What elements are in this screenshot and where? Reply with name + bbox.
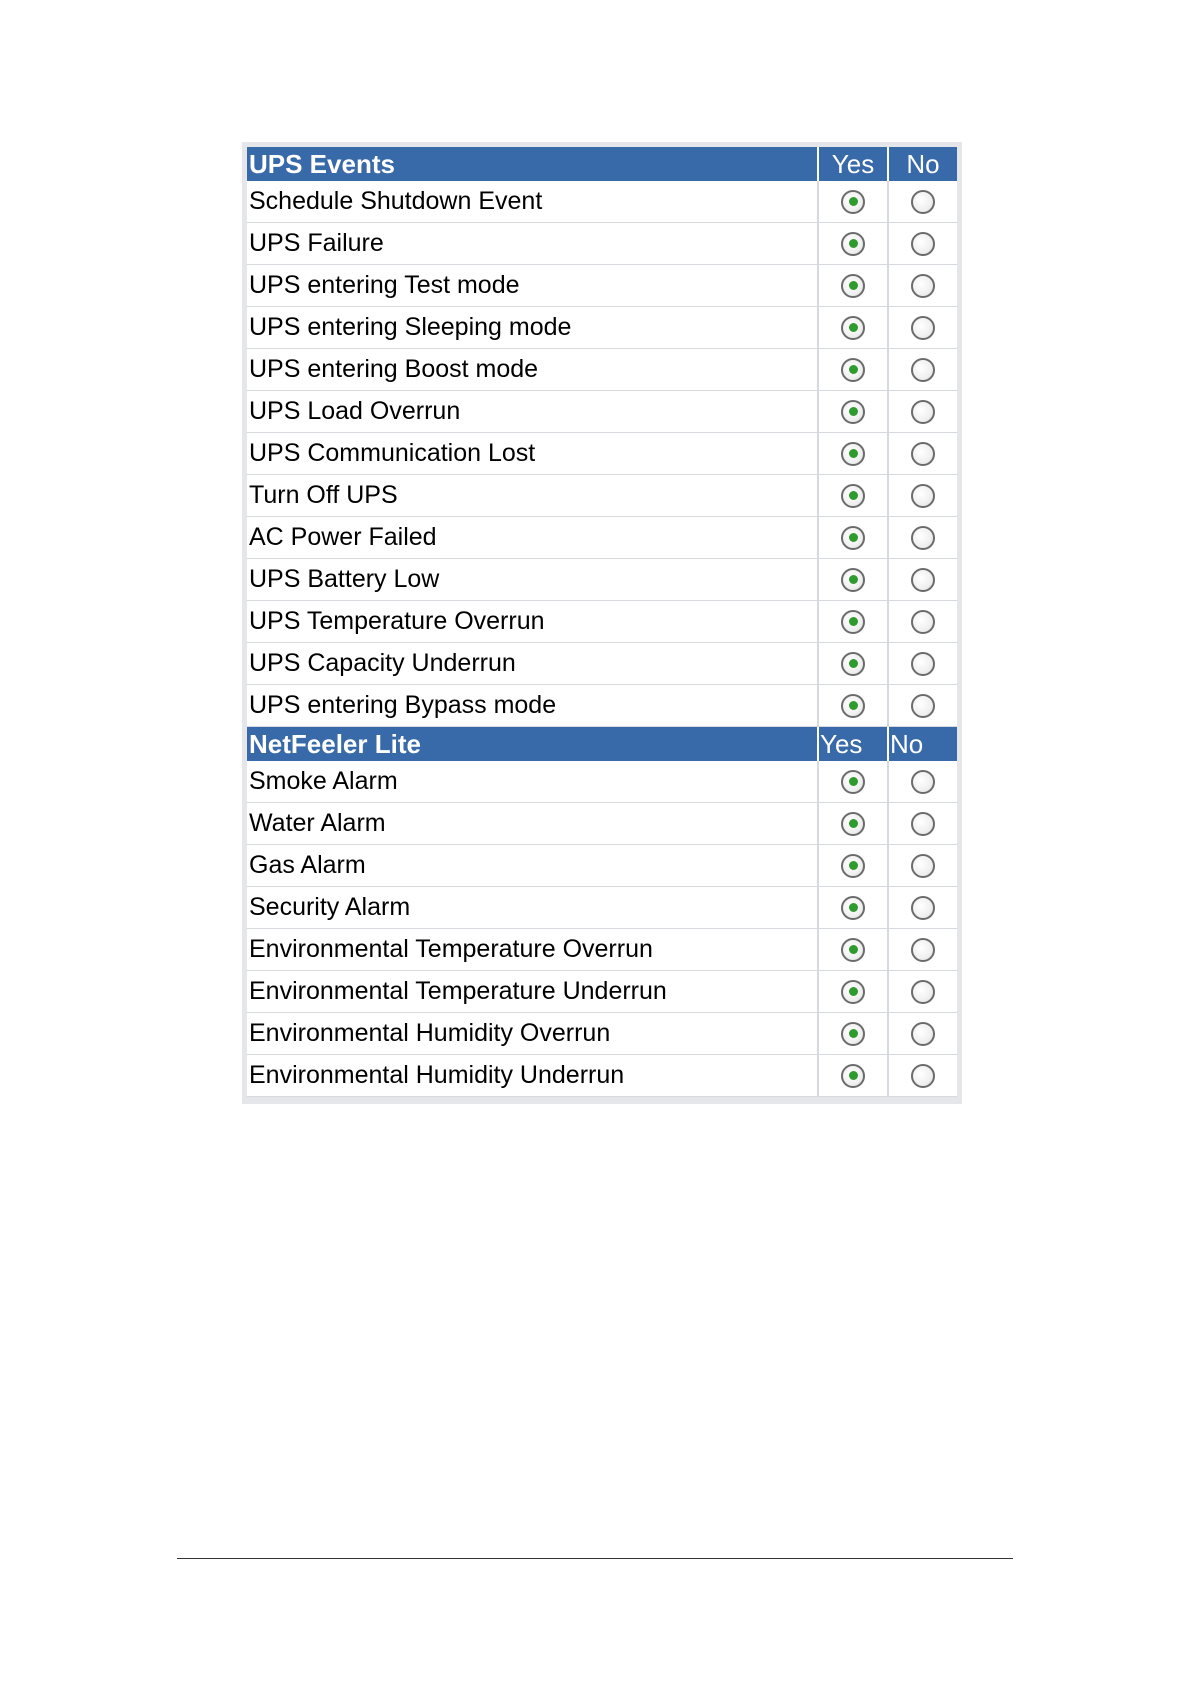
ups-failure-no-radio[interactable] bbox=[911, 232, 935, 256]
schedule-shutdown-event-no-cell bbox=[887, 181, 957, 223]
event-label-security-alarm: Security Alarm bbox=[247, 887, 817, 929]
ups-entering-boost-mode-yes-cell bbox=[817, 349, 887, 391]
radio-selected-dot bbox=[849, 323, 858, 332]
event-label-ups-entering-test-mode: UPS entering Test mode bbox=[247, 265, 817, 307]
event-label-environmental-humidity-overrun: Environmental Humidity Overrun bbox=[247, 1013, 817, 1055]
radio-selected-dot bbox=[849, 197, 858, 206]
security-alarm-no-cell bbox=[887, 887, 957, 929]
netfeeler-lite-section-title: NetFeeler Lite bbox=[247, 727, 817, 761]
ups-communication-lost-no-cell bbox=[887, 433, 957, 475]
ups-entering-test-mode-yes-radio[interactable] bbox=[841, 274, 865, 298]
ups-battery-low-yes-cell bbox=[817, 559, 887, 601]
ups-entering-boost-mode-no-radio[interactable] bbox=[911, 358, 935, 382]
ups-events-section-title: UPS Events bbox=[247, 147, 817, 181]
ups-entering-bypass-mode-yes-cell bbox=[817, 685, 887, 727]
event-label-turn-off-ups: Turn Off UPS bbox=[247, 475, 817, 517]
event-label-environmental-temperature-underrun: Environmental Temperature Underrun bbox=[247, 971, 817, 1013]
event-label-environmental-humidity-underrun: Environmental Humidity Underrun bbox=[247, 1055, 817, 1097]
event-label-ac-power-failed: AC Power Failed bbox=[247, 517, 817, 559]
ups-entering-sleeping-mode-no-radio[interactable] bbox=[911, 316, 935, 340]
radio-selected-dot bbox=[849, 365, 858, 374]
event-settings-table bbox=[247, 147, 957, 1097]
environmental-temperature-overrun-no-cell bbox=[887, 929, 957, 971]
radio-selected-dot bbox=[849, 491, 858, 500]
environmental-temperature-underrun-yes-radio[interactable] bbox=[841, 980, 865, 1004]
smoke-alarm-no-cell bbox=[887, 761, 957, 803]
security-alarm-yes-radio[interactable] bbox=[841, 896, 865, 920]
ups-entering-test-mode-no-radio[interactable] bbox=[911, 274, 935, 298]
radio-selected-dot bbox=[849, 407, 858, 416]
turn-off-ups-no-cell bbox=[887, 475, 957, 517]
ups-capacity-underrun-yes-cell bbox=[817, 643, 887, 685]
water-alarm-no-cell bbox=[887, 803, 957, 845]
ups-temperature-overrun-yes-radio[interactable] bbox=[841, 610, 865, 634]
ups-entering-boost-mode-no-cell bbox=[887, 349, 957, 391]
radio-selected-dot bbox=[849, 987, 858, 996]
ups-battery-low-no-radio[interactable] bbox=[911, 568, 935, 592]
ups-capacity-underrun-yes-radio[interactable] bbox=[841, 652, 865, 676]
ups-load-overrun-yes-cell bbox=[817, 391, 887, 433]
netfeeler-lite-yes-column-header: Yes bbox=[817, 727, 887, 761]
radio-selected-dot bbox=[849, 819, 858, 828]
ac-power-failed-no-radio[interactable] bbox=[911, 526, 935, 550]
ups-battery-low-yes-radio[interactable] bbox=[841, 568, 865, 592]
radio-selected-dot bbox=[849, 575, 858, 584]
schedule-shutdown-event-yes-cell bbox=[817, 181, 887, 223]
ups-capacity-underrun-no-radio[interactable] bbox=[911, 652, 935, 676]
smoke-alarm-yes-cell bbox=[817, 761, 887, 803]
security-alarm-no-radio[interactable] bbox=[911, 896, 935, 920]
event-label-schedule-shutdown-event: Schedule Shutdown Event bbox=[247, 181, 817, 223]
event-label-ups-capacity-underrun: UPS Capacity Underrun bbox=[247, 643, 817, 685]
ups-entering-test-mode-no-cell bbox=[887, 265, 957, 307]
water-alarm-no-radio[interactable] bbox=[911, 812, 935, 836]
ups-load-overrun-no-radio[interactable] bbox=[911, 400, 935, 424]
radio-selected-dot bbox=[849, 945, 858, 954]
ups-entering-bypass-mode-no-radio[interactable] bbox=[911, 694, 935, 718]
radio-selected-dot bbox=[849, 1029, 858, 1038]
ups-load-overrun-yes-radio[interactable] bbox=[841, 400, 865, 424]
event-label-environmental-temperature-overrun: Environmental Temperature Overrun bbox=[247, 929, 817, 971]
environmental-temperature-underrun-no-radio[interactable] bbox=[911, 980, 935, 1004]
turn-off-ups-yes-cell bbox=[817, 475, 887, 517]
ups-entering-sleeping-mode-yes-radio[interactable] bbox=[841, 316, 865, 340]
environmental-temperature-overrun-yes-cell bbox=[817, 929, 887, 971]
radio-selected-dot bbox=[849, 659, 858, 668]
gas-alarm-no-cell bbox=[887, 845, 957, 887]
environmental-humidity-overrun-no-radio[interactable] bbox=[911, 1022, 935, 1046]
radio-selected-dot bbox=[849, 701, 858, 710]
environmental-humidity-overrun-no-cell bbox=[887, 1013, 957, 1055]
event-label-ups-communication-lost: UPS Communication Lost bbox=[247, 433, 817, 475]
ups-events-yes-column-header: Yes bbox=[817, 147, 887, 181]
ac-power-failed-no-cell bbox=[887, 517, 957, 559]
radio-selected-dot bbox=[849, 281, 858, 290]
ups-capacity-underrun-no-cell bbox=[887, 643, 957, 685]
ups-events-no-column-header: No bbox=[887, 147, 957, 181]
smoke-alarm-no-radio[interactable] bbox=[911, 770, 935, 794]
gas-alarm-no-radio[interactable] bbox=[911, 854, 935, 878]
environmental-humidity-overrun-yes-radio[interactable] bbox=[841, 1022, 865, 1046]
event-label-gas-alarm: Gas Alarm bbox=[247, 845, 817, 887]
event-label-ups-temperature-overrun: UPS Temperature Overrun bbox=[247, 601, 817, 643]
event-settings-panel bbox=[242, 142, 962, 1104]
gas-alarm-yes-radio[interactable] bbox=[841, 854, 865, 878]
footer-rule bbox=[177, 1558, 1013, 1559]
turn-off-ups-no-radio[interactable] bbox=[911, 484, 935, 508]
environmental-humidity-underrun-no-radio[interactable] bbox=[911, 1064, 935, 1088]
event-label-ups-entering-sleeping-mode: UPS entering Sleeping mode bbox=[247, 307, 817, 349]
radio-selected-dot bbox=[849, 449, 858, 458]
event-label-ups-entering-bypass-mode: UPS entering Bypass mode bbox=[247, 685, 817, 727]
netfeeler-lite-no-column-header: No bbox=[887, 727, 957, 761]
environmental-temperature-overrun-yes-radio[interactable] bbox=[841, 938, 865, 962]
radio-selected-dot bbox=[849, 239, 858, 248]
ups-failure-yes-radio[interactable] bbox=[841, 232, 865, 256]
ups-failure-yes-cell bbox=[817, 223, 887, 265]
ups-entering-sleeping-mode-no-cell bbox=[887, 307, 957, 349]
ups-temperature-overrun-no-radio[interactable] bbox=[911, 610, 935, 634]
ups-battery-low-no-cell bbox=[887, 559, 957, 601]
event-label-ups-battery-low: UPS Battery Low bbox=[247, 559, 817, 601]
event-label-smoke-alarm: Smoke Alarm bbox=[247, 761, 817, 803]
environmental-temperature-overrun-no-radio[interactable] bbox=[911, 938, 935, 962]
ups-temperature-overrun-yes-cell bbox=[817, 601, 887, 643]
ac-power-failed-yes-cell bbox=[817, 517, 887, 559]
radio-selected-dot bbox=[849, 777, 858, 786]
radio-selected-dot bbox=[849, 1071, 858, 1080]
water-alarm-yes-cell bbox=[817, 803, 887, 845]
ups-entering-boost-mode-yes-radio[interactable] bbox=[841, 358, 865, 382]
radio-selected-dot bbox=[849, 903, 858, 912]
ups-temperature-overrun-no-cell bbox=[887, 601, 957, 643]
schedule-shutdown-event-no-radio[interactable] bbox=[911, 190, 935, 214]
ac-power-failed-yes-radio[interactable] bbox=[841, 526, 865, 550]
gas-alarm-yes-cell bbox=[817, 845, 887, 887]
environmental-humidity-underrun-no-cell bbox=[887, 1055, 957, 1097]
radio-selected-dot bbox=[849, 861, 858, 870]
event-label-ups-failure: UPS Failure bbox=[247, 223, 817, 265]
environmental-humidity-underrun-yes-cell bbox=[817, 1055, 887, 1097]
environmental-temperature-underrun-no-cell bbox=[887, 971, 957, 1013]
ups-load-overrun-no-cell bbox=[887, 391, 957, 433]
event-label-water-alarm: Water Alarm bbox=[247, 803, 817, 845]
ups-entering-sleeping-mode-yes-cell bbox=[817, 307, 887, 349]
environmental-humidity-overrun-yes-cell bbox=[817, 1013, 887, 1055]
ups-entering-bypass-mode-no-cell bbox=[887, 685, 957, 727]
radio-selected-dot bbox=[849, 617, 858, 626]
schedule-shutdown-event-yes-radio[interactable] bbox=[841, 190, 865, 214]
ups-entering-bypass-mode-yes-radio[interactable] bbox=[841, 694, 865, 718]
smoke-alarm-yes-radio[interactable] bbox=[841, 770, 865, 794]
ups-communication-lost-no-radio[interactable] bbox=[911, 442, 935, 466]
environmental-temperature-underrun-yes-cell bbox=[817, 971, 887, 1013]
water-alarm-yes-radio[interactable] bbox=[841, 812, 865, 836]
radio-selected-dot bbox=[849, 533, 858, 542]
ups-communication-lost-yes-cell bbox=[817, 433, 887, 475]
ups-failure-no-cell bbox=[887, 223, 957, 265]
event-label-ups-load-overrun: UPS Load Overrun bbox=[247, 391, 817, 433]
ups-communication-lost-yes-radio[interactable] bbox=[841, 442, 865, 466]
turn-off-ups-yes-radio[interactable] bbox=[841, 484, 865, 508]
environmental-humidity-underrun-yes-radio[interactable] bbox=[841, 1064, 865, 1088]
event-label-ups-entering-boost-mode: UPS entering Boost mode bbox=[247, 349, 817, 391]
ups-entering-test-mode-yes-cell bbox=[817, 265, 887, 307]
security-alarm-yes-cell bbox=[817, 887, 887, 929]
